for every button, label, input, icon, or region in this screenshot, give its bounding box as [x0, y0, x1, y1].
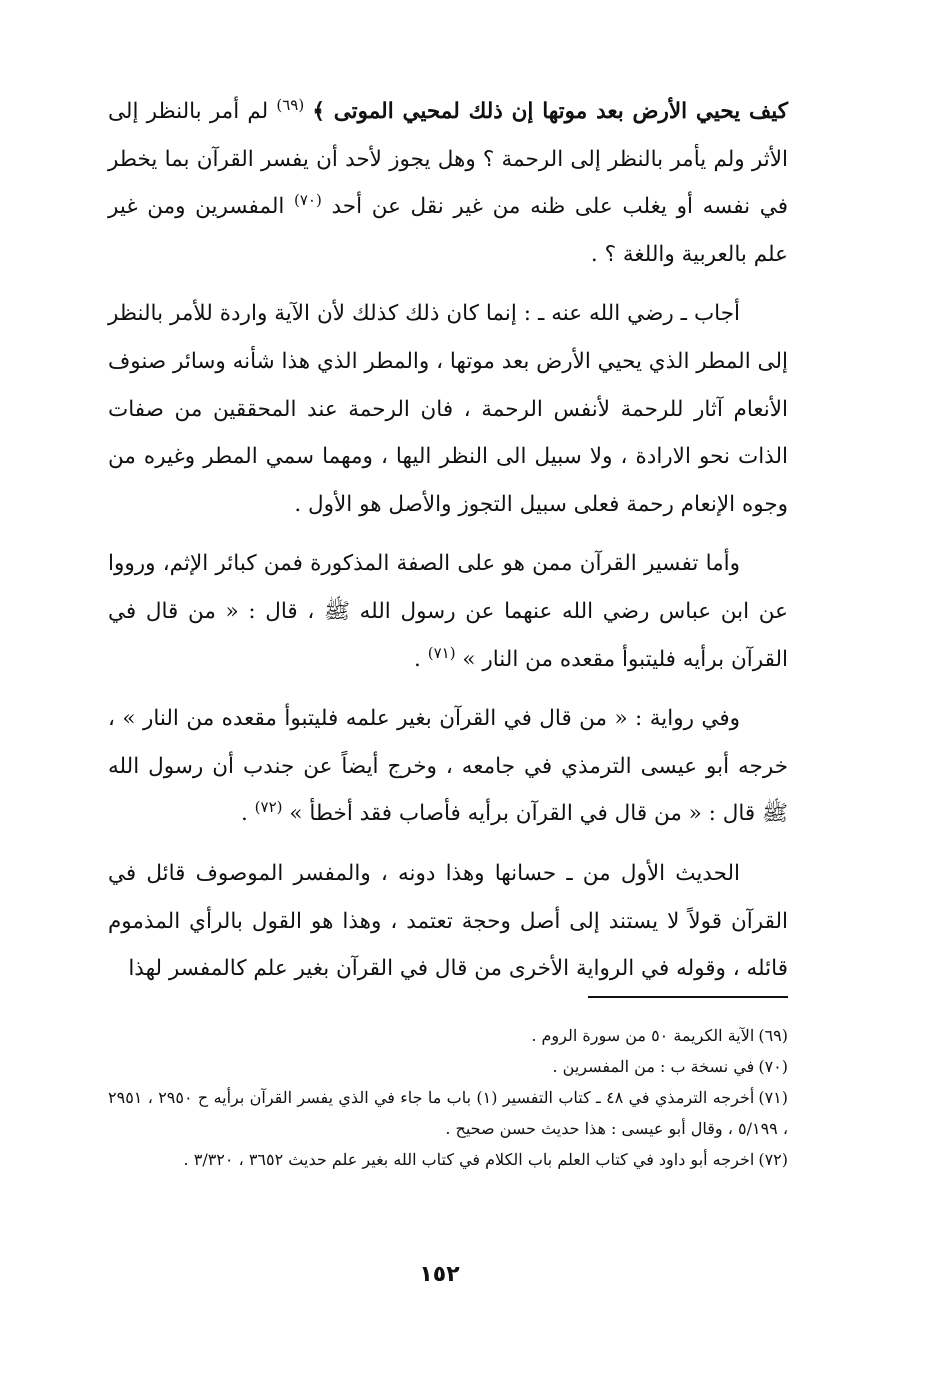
paragraph-3 — [108, 540, 788, 683]
paragraph-1-text: لم أمر بالنظر إلى الأثر ولم يأمر بالنظر إلى الرحمة ؟ وهل يجوز لأحد أن يفسر القرآن بما يخطر في نفسه أو يغلب على ظنه من غير نقل عن أحد — [108, 99, 789, 220]
footnote-number: (٧٠) — [758, 1057, 788, 1076]
footnote-divider — [588, 996, 788, 998]
footnote-number: (٦٩) — [758, 1026, 788, 1045]
footnote-text: في نسخة ب : من المفسرين . — [552, 1057, 755, 1076]
paragraph-4 — [108, 695, 788, 838]
page-number: ١٥٢ — [419, 1262, 460, 1287]
footnote-71 — [108, 1082, 788, 1144]
main-text — [108, 88, 788, 993]
paragraph-5: الحديث الأول من ـ حسانها وهذا دونه ، والمفسر الموصوف قائل في القرآن قولاً لا يستند إلى أصل وحجة تعتمد ، وهذا هو القول بالرأي المذموم قائله ، وقوله في الرواية الأخرى من قال في القرآن بغير علم كالمفسر لهذا — [108, 860, 788, 982]
footnote-text: أخرجه الترمذي في ٤٨ ـ كتاب التفسير (١) باب ما جاء في الذي يفسر القرآن برأيه ح ٢٩٥٠ ، ٢٩٥١ ، ٥/١٩٩ ، وقال أبو عيسى : هذا حديث حسن صحيح . — [108, 1088, 788, 1138]
footnote-number: (٧١) — [758, 1088, 789, 1107]
footnote-ref-72: (٧٢) — [254, 798, 283, 817]
footnote-text: الآية الكريمة ٥٠ من سورة الروم . — [531, 1026, 755, 1045]
paragraph-3-text: وأما تفسير القرآن ممن هو على الصفة المذكورة فمن كبائر الإثم، ورووا عن ابن عباس رضي الله عنهما عن رسول الله ﷺ ، قال : « من قال في القرآن برأيه فليتبوأ مقعده من النار » — [108, 551, 788, 672]
footnotes — [108, 1020, 788, 1175]
footnote-ref-71: (٧١) — [427, 643, 456, 662]
paragraph-2: أجاب ـ رضي الله عنه ـ : إنما كان ذلك كذلك لأن الآية واردة للأمر بالنظر إلى المطر الذي يحيي الأرض بعد موتها ، والمطر الذي هذا شأنه وسائر صنوف الأنعام آثار للرحمة لأنفس الرحمة ، فان الرحمة عند المحققين من صفات الذات نحو الارادة ، ولا سبيل الى النظر اليها ، ومهما سمي المطر وغيره من وجوه الإنعام رحمة فعلى سبيل التجوز والأصل هو الأول . — [108, 301, 788, 517]
footnote-70 — [108, 1051, 788, 1082]
paragraph-4-text: وفي رواية : « من قال في القرآن بغير علمه فليتبوأ مقعده من النار » ، خرجه أبو عيسى الترمذي في جامعه ، وخرج أيضاً عن جندب أن رسول الله ﷺ قال : « من قال في القرآن برأيه فأصاب فقد أخطأ » — [108, 706, 788, 827]
footnote-ref-70: (٧٠) — [294, 191, 322, 210]
paragraph-3-text-2: . — [414, 646, 428, 672]
paragraph-4-text-2: . — [241, 801, 255, 827]
footnote-69 — [108, 1020, 788, 1051]
footnote-text: اخرجه أبو داود في كتاب العلم باب الكلام في كتاب الله بغير علم حديث ٣٦٥٢ ، ٣/٣٢٠ . — [183, 1150, 755, 1169]
footnote-72 — [108, 1144, 788, 1175]
footnote-number: (٧٢) — [758, 1150, 788, 1169]
footnote-ref-69: (٦٩) — [276, 95, 305, 114]
paragraph-1-text-2: المفسرين ومن غير علم بالعربية واللغة ؟ . — [108, 194, 788, 267]
quran-verse: كيف يحيي الأرض بعد موتها إن ذلك لمحيي الموتى ﴾ — [312, 99, 788, 124]
paragraph-1 — [108, 88, 788, 278]
